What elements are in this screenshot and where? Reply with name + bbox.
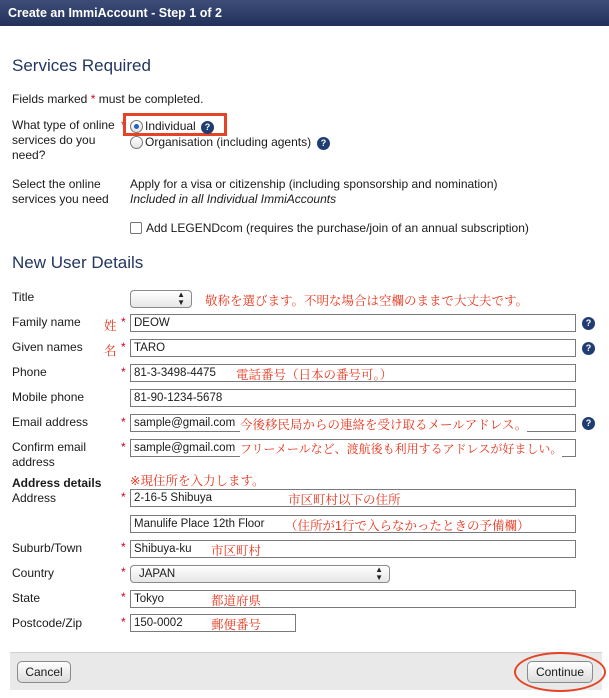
annotation-postcode: 郵便番号	[211, 618, 262, 632]
help-icon[interactable]: ?	[317, 137, 330, 150]
legendcom-checkbox[interactable]	[130, 222, 142, 234]
required-star: *	[121, 365, 126, 379]
help-icon[interactable]: ?	[582, 417, 595, 430]
state-label: State	[12, 591, 41, 605]
postcode-input[interactable]: 150-0002	[130, 614, 296, 632]
given-names-input[interactable]: TARO	[130, 339, 576, 357]
required-star: *	[121, 440, 126, 454]
country-select[interactable]: JAPAN ▲ ▼	[130, 565, 390, 583]
title-select[interactable]	[130, 290, 192, 308]
window-title: Create an ImmiAccount - Step 1 of 2	[0, 0, 609, 26]
phone-input[interactable]: 81-3-3498-4475	[130, 364, 576, 382]
address-line2-input[interactable]: Manulife Place 12th Floor	[130, 515, 576, 533]
service-type-label: What type of online services do you need?	[12, 118, 115, 162]
annotation-email: 今後移民局からの連絡を受け取るメールアドレス。	[240, 415, 527, 433]
required-star: *	[121, 315, 126, 329]
address-details-heading: Address details	[12, 476, 102, 490]
cancel-button[interactable]: Cancel	[17, 661, 71, 683]
address-line1-input[interactable]: 2-16-5 Shibuya	[130, 489, 576, 507]
confirm-email-label: Confirm email address	[12, 440, 87, 469]
mobile-input[interactable]: 81-90-1234-5678	[130, 389, 576, 407]
required-star: *	[121, 340, 126, 354]
radio-individual-label[interactable]: Individual	[145, 119, 196, 133]
help-icon[interactable]: ?	[201, 121, 214, 134]
select-arrows-icon: ▲ ▼	[375, 565, 383, 582]
annotation-state: 都道府県	[211, 594, 262, 608]
required-star: *	[121, 415, 126, 429]
required-star: *	[121, 565, 126, 579]
required-star: *	[121, 118, 126, 132]
services-heading: Services Required	[12, 56, 151, 75]
annotation-phone: 電話番号（日本の番号可。）	[236, 368, 393, 382]
radio-organisation[interactable]	[130, 136, 143, 149]
confirm-email-input[interactable]: sample@gmail.com	[130, 439, 576, 457]
user-details-heading: New User Details	[12, 253, 144, 272]
help-icon[interactable]: ?	[582, 342, 595, 355]
address-label: Address	[12, 491, 57, 505]
email-input[interactable]: sample@gmail.com	[130, 414, 576, 432]
legendcom-label[interactable]: Add LEGENDcom (requires the purchase/join of an annual subscription)	[146, 221, 529, 235]
annotation-address: ※現住所を入力します。	[130, 474, 265, 488]
suburb-input[interactable]: Shibuya-ku	[130, 540, 576, 558]
radio-organisation-label[interactable]: Organisation (including agents)	[145, 135, 312, 149]
state-input[interactable]: Tokyo	[130, 590, 576, 608]
select-arrows-icon: ▲ ▼	[177, 290, 185, 307]
required-star: *	[121, 590, 126, 604]
postcode-label: Postcode/Zip	[12, 616, 83, 630]
title-label: Title	[12, 290, 35, 304]
family-name-label: Family name	[12, 315, 81, 329]
family-name-input[interactable]: DEOW	[130, 314, 576, 332]
email-label: Email address	[12, 415, 89, 429]
suburb-label: Suburb/Town	[12, 541, 83, 555]
annotation-family: 姓	[104, 319, 117, 333]
select-services-label: Select the online services you need	[12, 177, 109, 206]
required-star: *	[121, 615, 126, 629]
required-star: *	[121, 490, 126, 504]
annotation-title: 敬称を選びます。不明な場合は空欄のままで大丈夫です。	[205, 294, 529, 308]
given-names-label: Given names	[12, 340, 83, 354]
included-text: Included in all Individual ImmiAccounts	[130, 192, 337, 206]
phone-label: Phone	[12, 365, 47, 379]
apply-visa-text: Apply for a visa or citizenship (including sponsorship and nomination)	[130, 177, 498, 191]
help-icon[interactable]: ?	[582, 317, 595, 330]
annotation-suburb: 市区町村	[211, 544, 262, 558]
mobile-label: Mobile phone	[12, 390, 85, 404]
continue-highlight	[514, 652, 606, 692]
continue-button[interactable]: Continue	[527, 661, 593, 683]
required-star: *	[121, 540, 126, 554]
annotation-address1: 市区町村以下の住所	[288, 493, 401, 507]
annotation-confirm-email: フリーメールなど、渡航後も利用するアドレスが好ましい。	[240, 442, 563, 456]
required-note: Fields marked * must be completed.	[12, 92, 204, 106]
country-label: Country	[12, 566, 55, 580]
radio-individual[interactable]	[130, 120, 143, 133]
annotation-given: 名	[104, 344, 117, 358]
annotation-address2: （住所が1行で入らなかったときの予備欄）	[285, 519, 530, 533]
